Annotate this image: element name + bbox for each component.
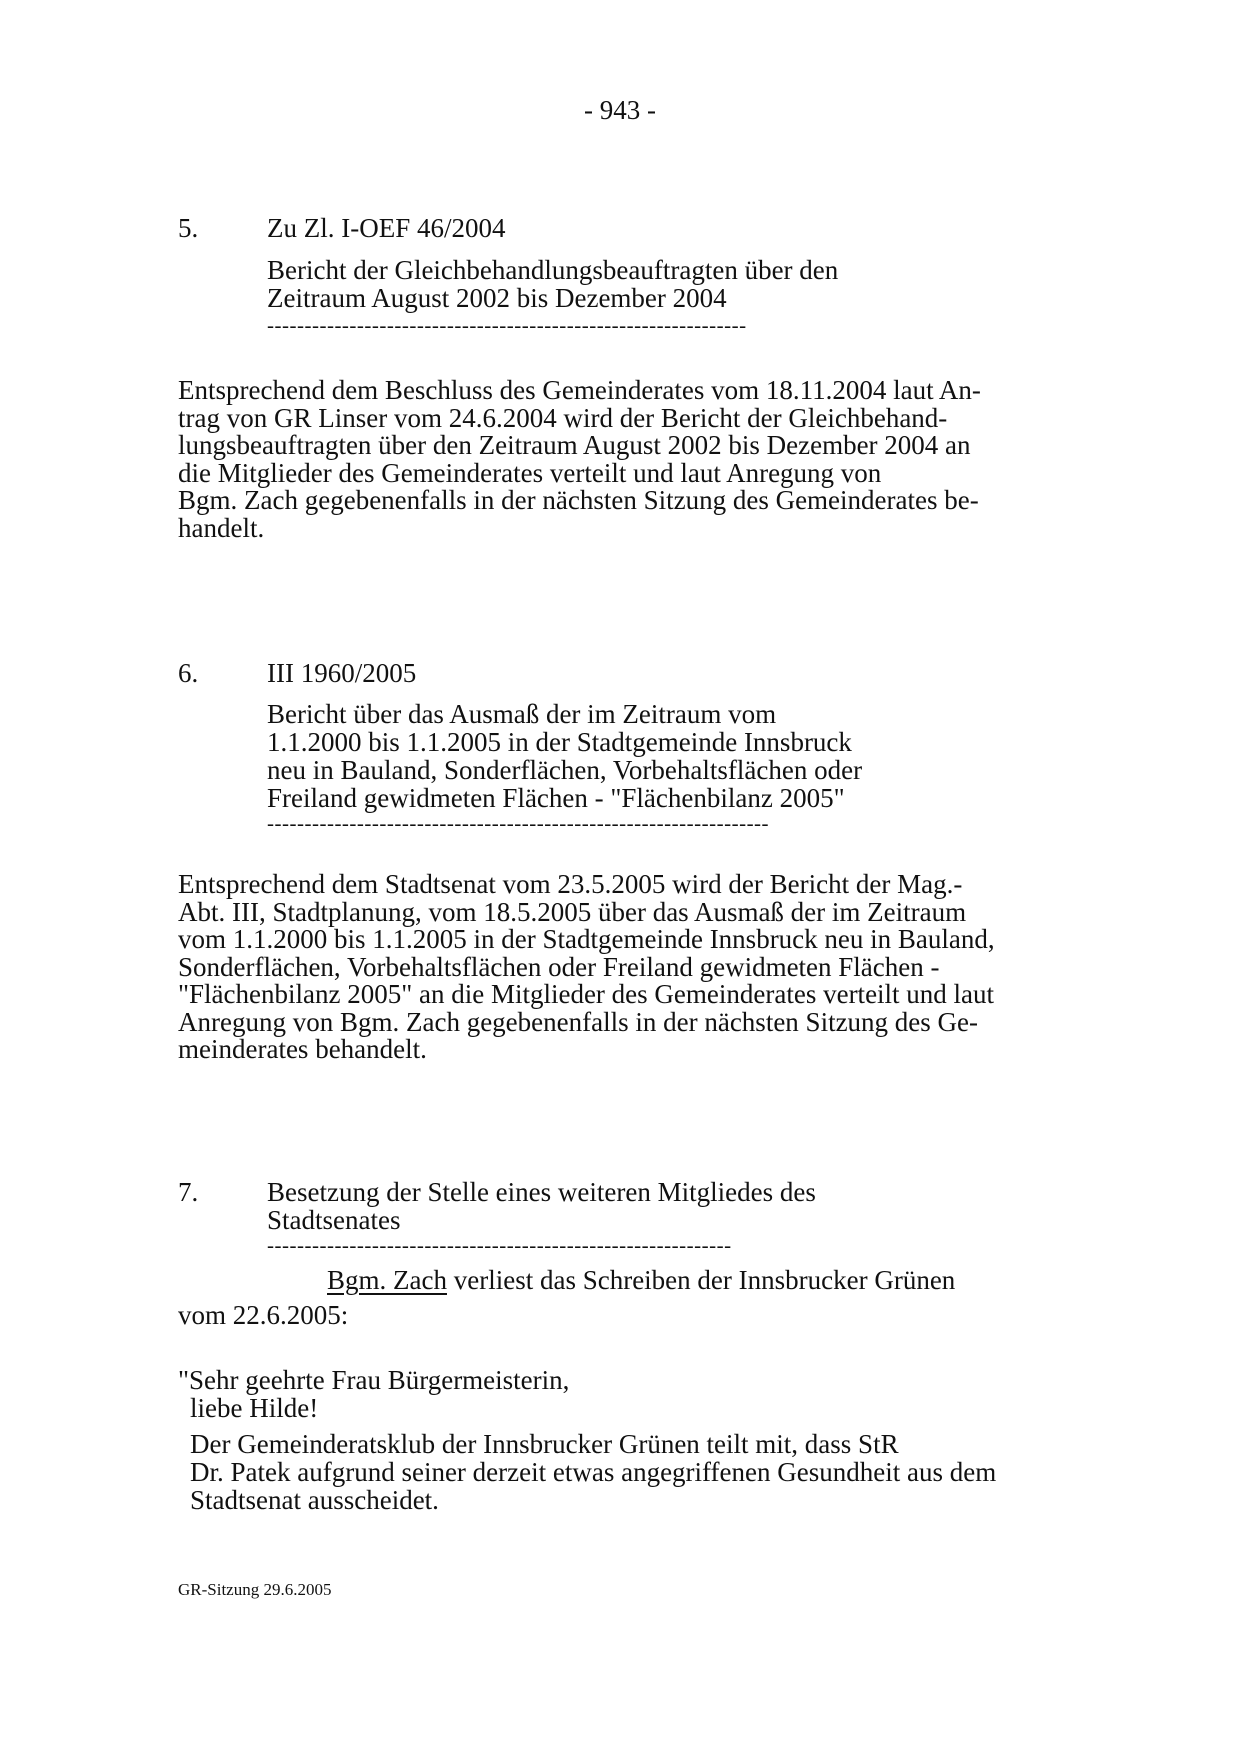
item-7-title-line: Besetzung der Stelle eines weiteren Mitgliedes des <box>267 1177 816 1207</box>
item-7-separator: -------------------------------------------------------------- <box>267 1233 732 1257</box>
item-5-body-line: Bgm. Zach gegebenenfalls in der nächsten Sitzung des Gemeinderates be- <box>178 485 979 515</box>
item-6-body-line: Sonderflächen, Vorbehaltsflächen oder Freiland gewidmeten Flächen - <box>178 951 940 982</box>
item-5-title: Zu Zl. I-OEF 46/2004 <box>267 213 506 243</box>
item-5-subject-line: Zeitraum August 2002 bis Dezember 2004 <box>267 283 727 313</box>
item-5-body-line: trag von GR Linser vom 24.6.2004 wird der Bericht der Gleichbehand- <box>178 402 948 433</box>
item-7-number: 7. <box>178 1177 199 1207</box>
item-6-subject-line: Bericht über das Ausmaß der im Zeitraum vom <box>267 699 777 729</box>
item-6-subject-line: 1.1.2000 bis 1.1.2005 in der Stadtgemeinde Innsbruck <box>267 727 852 757</box>
footer-text: GR-Sitzung 29.6.2005 <box>178 1580 332 1599</box>
item-7-title <box>267 1178 816 1234</box>
speaker-name: Bgm. Zach <box>327 1265 447 1295</box>
item-6-title: III 1960/2005 <box>267 658 417 688</box>
item-6-subject <box>267 700 862 812</box>
item-5-body-line: handelt. <box>178 512 265 543</box>
item-5-body-line: die Mitglieder des Gemeinderates verteilt und laut Anregung von <box>178 457 882 488</box>
item-5-subject-line: Bericht der Gleichbehandlungsbeauftragten über den <box>267 255 839 285</box>
item-6-subject-line: neu in Bauland, Sonderflächen, Vorbehaltsflächen oder <box>267 755 863 785</box>
item-6-body-line: meinderates behandelt. <box>178 1034 427 1064</box>
item-6-body <box>178 871 995 1064</box>
item-7-title-line: Stadtsenates <box>267 1205 401 1235</box>
item-5-separator: ---------------------------------------------------------------- <box>267 313 747 337</box>
item-6-separator: ------------------------------------------------------------------- <box>267 811 770 835</box>
item-6-body-line: vom 1.1.2000 bis 1.1.2005 in der Stadtgemeinde Innsbruck neu in Bauland, <box>178 924 995 954</box>
speaker-line-2: vom 22.6.2005: <box>178 1300 349 1330</box>
letter-salutation-line: "Sehr geehrte Frau Bürgermeisterin, <box>178 1365 570 1395</box>
letter-body-line: Der Gemeinderatsklub der Innsbrucker Grünen teilt mit, dass StR <box>190 1429 899 1459</box>
item-6-body-line: Anregung von Bgm. Zach gegebenenfalls in der nächsten Sitzung des Ge- <box>178 1006 979 1037</box>
letter-body <box>190 1430 996 1514</box>
letter-body-line: Stadtsenat ausscheidet. <box>190 1485 439 1515</box>
letter-salutation-line: liebe Hilde! <box>190 1393 319 1423</box>
letter-body-line: Dr. Patek aufgrund seiner derzeit etwas angegriffenen Gesundheit aus dem <box>190 1457 997 1487</box>
item-6-body-line: Abt. III, Stadtplanung, vom 18.5.2005 über das Ausmaß der im Zeitraum <box>178 896 967 927</box>
speaker-line <box>327 1265 955 1295</box>
page-number: - 943 - <box>584 95 656 125</box>
item-5-subject <box>267 256 838 312</box>
item-6-subject-line: Freiland gewidmeten Flächen - "Flächenbilanz 2005" <box>267 783 845 813</box>
letter-salutation <box>178 1366 569 1422</box>
item-5-body-line: lungsbeauftragten über den Zeitraum August 2002 bis Dezember 2004 an <box>178 430 971 460</box>
item-6-body-line: "Flächenbilanz 2005" an die Mitglieder des Gemeinderates verteilt und laut <box>178 979 995 1009</box>
speaker-line-text: verliest das Schreiben der Innsbrucker Grünen <box>446 1265 956 1295</box>
item-5-body-line: Entsprechend dem Beschluss des Gemeinderates vom 18.11.2004 laut An- <box>178 375 981 405</box>
item-6-body-line: Entsprechend dem Stadtsenat vom 23.5.2005 wird der Bericht der Mag.- <box>178 869 963 899</box>
item-5-number: 5. <box>178 213 199 243</box>
item-6-number: 6. <box>178 658 199 688</box>
item-5-body <box>178 377 981 542</box>
